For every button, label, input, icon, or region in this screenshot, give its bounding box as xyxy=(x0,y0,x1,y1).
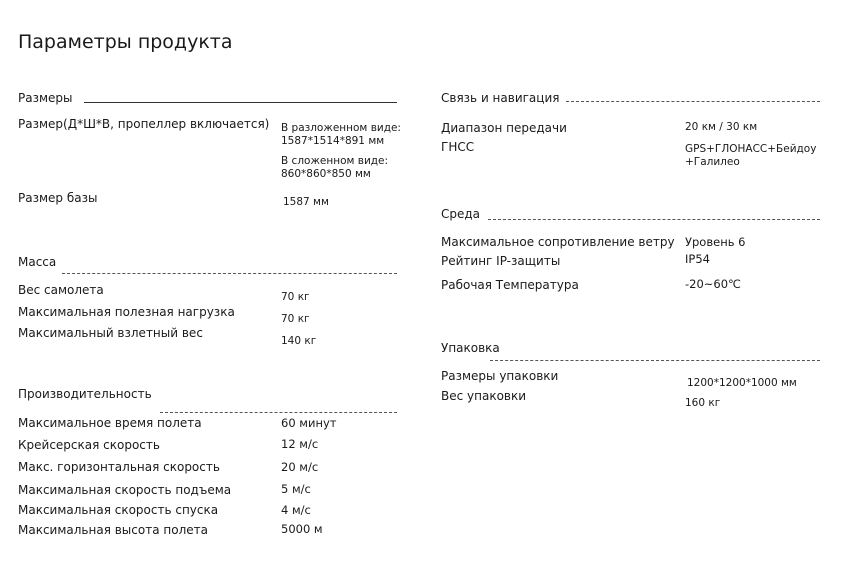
section-heading-comms: Связь и навигация xyxy=(441,91,560,105)
spec-value-max-altitude: 5000 м xyxy=(281,522,323,536)
spec-value-max-takeoff-weight: 140 кг xyxy=(281,335,317,347)
spec-value-gnss: GPS+ГЛОНАСС+Бейдоу xyxy=(685,143,817,155)
spec-value-max-ascent-speed: 5 м/с xyxy=(281,482,311,496)
section-heading-environment: Среда xyxy=(441,207,481,221)
spec-label-max-takeoff-weight: Максимальный взлетный вес xyxy=(18,326,203,340)
section-divider xyxy=(566,101,820,102)
spec-value-aircraft-weight: 70 кг xyxy=(281,291,310,303)
spec-value-max-flight-time: 60 минут xyxy=(281,416,337,430)
spec-label-wind-resistance: Максимальное сопротивление ветру xyxy=(441,235,675,249)
spec-label-transmission-range: Диапазон передачи xyxy=(441,121,567,135)
section-heading-performance: Производительность xyxy=(18,387,152,401)
section-divider xyxy=(62,273,397,274)
spec-value-max-payload: 70 кг xyxy=(281,313,310,325)
spec-label-max-ascent-speed: Максимальная скорость подъема xyxy=(18,483,232,497)
section-divider xyxy=(490,360,820,361)
spec-value-transmission-range: 20 км / 30 км xyxy=(685,121,758,133)
spec-label-size: Размер(Д*Ш*В, пропеллер включается) xyxy=(18,117,270,131)
page-title: Параметры продукта xyxy=(18,31,233,53)
spec-value-folded-label: В сложенном виде: xyxy=(281,155,389,167)
spec-value-operating-temperature: -20~60℃ xyxy=(685,277,741,291)
spec-label-package-weight: Вес упаковки xyxy=(441,389,527,403)
spec-label-max-payload: Максимальная полезная нагрузка xyxy=(18,305,235,319)
spec-label-max-descent-speed: Максимальная скорость спуска xyxy=(18,503,219,517)
section-divider xyxy=(84,102,397,103)
spec-label-base: Размер базы xyxy=(18,191,98,205)
spec-label-aircraft-weight: Вес самолета xyxy=(18,283,104,297)
spec-value-wind-resistance: Уровень 6 xyxy=(685,235,746,249)
spec-label-operating-temperature: Рабочая Температура xyxy=(441,278,579,292)
spec-value-ip-rating: IP54 xyxy=(685,252,710,266)
spec-value-package-dimensions: 1200*1200*1000 мм xyxy=(687,377,797,389)
spec-label-gnss: ГНСС xyxy=(441,140,475,154)
spec-value-folded: 860*860*850 мм xyxy=(281,168,371,180)
spec-label-package-dimensions: Размеры упаковки xyxy=(441,369,559,383)
spec-value-max-descent-speed: 4 м/с xyxy=(281,503,311,517)
section-divider xyxy=(160,412,397,413)
spec-value-unfolded: 1587*1514*891 мм xyxy=(281,135,385,147)
spec-value-max-horizontal-speed: 20 м/с xyxy=(281,460,319,474)
section-heading-mass: Масса xyxy=(18,255,57,269)
spec-value-cruise-speed: 12 м/с xyxy=(281,437,319,451)
spec-label-max-horizontal-speed: Макс. горизонтальная скорость xyxy=(18,460,220,474)
spec-label-max-altitude: Максимальная высота полета xyxy=(18,523,208,537)
section-heading-dimensions: Размеры xyxy=(18,91,73,105)
spec-label-max-flight-time: Максимальное время полета xyxy=(18,416,202,430)
section-divider xyxy=(488,219,820,220)
spec-value-unfolded-label: В разложенном виде: xyxy=(281,122,401,134)
spec-value-gnss-cont: +Галилео xyxy=(685,156,740,168)
spec-label-ip-rating: Рейтинг IP-защиты xyxy=(441,254,561,268)
spec-label-cruise-speed: Крейсерская скорость xyxy=(18,438,160,452)
spec-value-package-weight: 160 кг xyxy=(685,397,721,409)
spec-value-base: 1587 мм xyxy=(283,196,329,208)
section-heading-packaging: Упаковка xyxy=(441,341,500,355)
